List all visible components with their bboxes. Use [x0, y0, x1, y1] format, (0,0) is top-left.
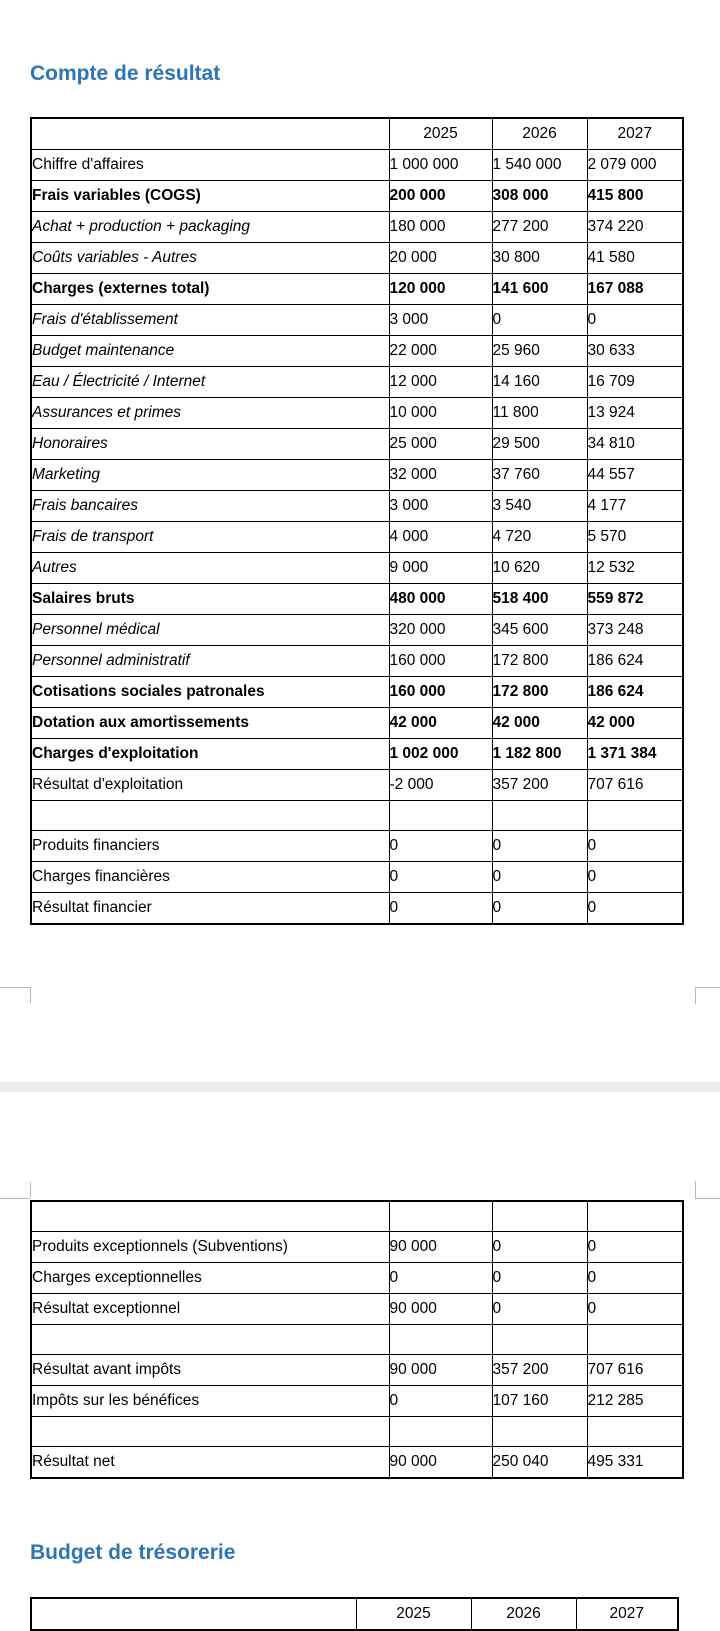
row-label[interactable]: Charges (externes total)	[31, 274, 389, 305]
row-label[interactable]: Autres	[31, 553, 389, 584]
table-row	[31, 398, 683, 429]
cell-value[interactable]: 3 000	[389, 491, 492, 522]
row-label[interactable]: Achat + production + packaging	[31, 212, 389, 243]
treasury-budget-title[interactable]: Budget de trésorerie	[30, 1541, 236, 1564]
cell-value[interactable]: 415 800	[587, 181, 683, 212]
cell-value[interactable]: 10 620	[492, 553, 587, 584]
cell-value[interactable]: 0	[492, 893, 587, 925]
cell-value[interactable]: 167 088	[587, 274, 683, 305]
row-label[interactable]: Marketing	[31, 460, 389, 491]
cell-value[interactable]: 480 000	[389, 584, 492, 615]
cell-value[interactable]: 4 000	[389, 522, 492, 553]
table-row	[31, 708, 683, 739]
cell-value[interactable]	[389, 801, 492, 831]
cell-value[interactable]	[389, 1324, 492, 1354]
cell-value[interactable]: 37 760	[492, 460, 587, 491]
cell-value[interactable]: 1 371 384	[587, 739, 683, 770]
cell-value[interactable]: 4 720	[492, 522, 587, 553]
table-row	[31, 491, 683, 522]
cell-value[interactable]: 707 616	[587, 770, 683, 801]
year-column-header[interactable]: 2027	[587, 118, 683, 150]
cell-value[interactable]: 25 000	[389, 429, 492, 460]
row-label[interactable]: Frais de transport	[31, 522, 389, 553]
cell-value[interactable]: 0	[492, 1293, 587, 1324]
cell-value[interactable]: 373 248	[587, 615, 683, 646]
cell-value[interactable]: 90 000	[389, 1231, 492, 1262]
cell-value[interactable]: 3 000	[389, 305, 492, 336]
row-label[interactable]: Coûts variables - Autres	[31, 243, 389, 274]
row-label[interactable]: Salaires bruts	[31, 584, 389, 615]
row-label[interactable]: Résultat d'exploitation	[31, 770, 389, 801]
table-row	[31, 522, 683, 553]
table-row	[31, 1231, 683, 1262]
header-row	[31, 118, 683, 150]
table-row	[31, 553, 683, 584]
cell-value[interactable]: 0	[389, 831, 492, 862]
table-row	[31, 893, 683, 925]
cell-value[interactable]: 30 800	[492, 243, 587, 274]
cell-value[interactable]: 13 924	[587, 398, 683, 429]
table-row	[31, 150, 683, 181]
cell-value[interactable]: 0	[587, 305, 683, 336]
cell-value[interactable]: 20 000	[389, 243, 492, 274]
page2-top-edge-right	[695, 1198, 720, 1199]
table-row	[31, 460, 683, 491]
row-label[interactable]: Personnel médical	[31, 615, 389, 646]
year-column-header[interactable]: 2026	[471, 1598, 576, 1630]
cell-value[interactable]: 160 000	[389, 646, 492, 677]
page1-bottom-edge-right	[695, 987, 720, 988]
table-row	[31, 243, 683, 274]
cell-value[interactable]: 0	[587, 1293, 683, 1324]
row-label[interactable]: Frais d'établissement	[31, 305, 389, 336]
table-row	[31, 1446, 683, 1478]
cell-value[interactable]	[492, 1416, 587, 1446]
cell-value[interactable]: 707 616	[587, 1354, 683, 1385]
row-label[interactable]: Charges exceptionnelles	[31, 1262, 389, 1293]
empty-spacer-row	[31, 1324, 683, 1354]
table-row	[31, 677, 683, 708]
row-label[interactable]: Produits exceptionnels (Subventions)	[31, 1231, 389, 1262]
row-label[interactable]: Personnel administratif	[31, 646, 389, 677]
cell-value[interactable]: 1 182 800	[492, 739, 587, 770]
cell-value[interactable]: 200 000	[389, 181, 492, 212]
table-row	[31, 770, 683, 801]
cell-value[interactable]: 186 624	[587, 646, 683, 677]
cell-value[interactable]: 25 960	[492, 336, 587, 367]
table-row	[31, 305, 683, 336]
income-statement-title[interactable]: Compte de résultat	[30, 62, 221, 85]
cell-value[interactable]: 250 040	[492, 1446, 587, 1478]
cell-value[interactable]: 2 079 000	[587, 150, 683, 181]
row-label[interactable]: Frais variables (COGS)	[31, 181, 389, 212]
cell-value[interactable]: 90 000	[389, 1354, 492, 1385]
row-label[interactable]: Résultat exceptionnel	[31, 1293, 389, 1324]
cell-value[interactable]: 495 331	[587, 1446, 683, 1478]
cell-value[interactable]: 0	[492, 831, 587, 862]
empty-header-cell[interactable]	[492, 1201, 587, 1231]
table-row	[31, 367, 683, 398]
cell-value[interactable]: 0	[389, 1262, 492, 1293]
year-column-header[interactable]: 2027	[576, 1598, 678, 1630]
row-label[interactable]: Impôts sur les bénéfices	[31, 1385, 389, 1416]
empty-spacer-row	[31, 801, 683, 831]
table-row	[31, 1385, 683, 1416]
row-label[interactable]: Frais bancaires	[31, 491, 389, 522]
cell-value[interactable]: 32 000	[389, 460, 492, 491]
table-row	[31, 831, 683, 862]
page1-bottom-edge-left	[0, 987, 30, 988]
cell-value[interactable]: 277 200	[492, 212, 587, 243]
cell-value[interactable]: 518 400	[492, 584, 587, 615]
cell-value[interactable]: 1 002 000	[389, 739, 492, 770]
cell-value[interactable]: 0	[587, 893, 683, 925]
year-column-header[interactable]: 2025	[389, 118, 492, 150]
cell-value[interactable]: 559 872	[587, 584, 683, 615]
year-column-header[interactable]: 2026	[492, 118, 587, 150]
table-row	[31, 1262, 683, 1293]
table-row	[31, 336, 683, 367]
cell-value[interactable]	[587, 1324, 683, 1354]
row-label[interactable]: Cotisations sociales patronales	[31, 677, 389, 708]
cell-value[interactable]: 29 500	[492, 429, 587, 460]
row-label[interactable]: Eau / Électricité / Internet	[31, 367, 389, 398]
cell-value[interactable]: 308 000	[492, 181, 587, 212]
cell-value[interactable]: 0	[492, 862, 587, 893]
cell-value[interactable]: 9 000	[389, 553, 492, 584]
cell-value[interactable]: 12 532	[587, 553, 683, 584]
table-row	[31, 212, 683, 243]
cell-value[interactable]	[587, 801, 683, 831]
empty-header-cell[interactable]	[587, 1201, 683, 1231]
cell-value[interactable]: 107 160	[492, 1385, 587, 1416]
income-statement-table-continued[interactable]	[30, 1200, 684, 1479]
row-label[interactable]	[31, 1324, 389, 1354]
row-label[interactable]: Chiffre d'affaires	[31, 150, 389, 181]
empty-header-cell[interactable]	[31, 118, 389, 150]
cell-value[interactable]: 345 600	[492, 615, 587, 646]
table-row	[31, 646, 683, 677]
cell-value[interactable]: 30 633	[587, 336, 683, 367]
cell-value[interactable]: 0	[587, 1262, 683, 1293]
empty-header-cell[interactable]	[389, 1201, 492, 1231]
page2-top-corner-left	[30, 1182, 31, 1198]
row-label[interactable]: Assurances et primes	[31, 398, 389, 429]
row-label[interactable]: Honoraires	[31, 429, 389, 460]
cell-value[interactable]: 4 177	[587, 491, 683, 522]
cell-value[interactable]: 172 800	[492, 677, 587, 708]
cell-value[interactable]: 0	[389, 1385, 492, 1416]
empty-header-cell[interactable]	[31, 1201, 389, 1231]
header-row	[31, 1201, 683, 1231]
page2-top-edge-left	[0, 1198, 30, 1199]
row-label[interactable]: Charges financières	[31, 862, 389, 893]
year-column-header[interactable]: 2025	[356, 1598, 471, 1630]
cell-value[interactable]: 0	[587, 862, 683, 893]
cell-value[interactable]: 0	[587, 1231, 683, 1262]
row-label[interactable]	[31, 801, 389, 831]
table-row	[31, 584, 683, 615]
cell-value[interactable]: 1 000 000	[389, 150, 492, 181]
row-label[interactable]: Produits financiers	[31, 831, 389, 862]
table-row	[31, 862, 683, 893]
treasury-budget-table[interactable]	[30, 1597, 679, 1631]
cell-value[interactable]: 44 557	[587, 460, 683, 491]
cell-value[interactable]: 374 220	[587, 212, 683, 243]
cell-value[interactable]: 120 000	[389, 274, 492, 305]
cell-value[interactable]: 0	[389, 862, 492, 893]
cell-value[interactable]: 0	[492, 305, 587, 336]
cell-value[interactable]	[492, 801, 587, 831]
empty-header-cell[interactable]	[31, 1598, 356, 1630]
cell-value[interactable]: 14 160	[492, 367, 587, 398]
cell-value[interactable]: 357 200	[492, 1354, 587, 1385]
page2-top-corner-right	[695, 1181, 696, 1198]
cell-value[interactable]: 0	[587, 831, 683, 862]
page1-bottom-corner-right	[695, 987, 696, 1004]
cell-value[interactable]: 0	[492, 1262, 587, 1293]
row-label[interactable]	[31, 1416, 389, 1446]
cell-value[interactable]: 90 000	[389, 1446, 492, 1478]
table-row	[31, 274, 683, 305]
cell-value[interactable]: 172 800	[492, 646, 587, 677]
cell-value[interactable]: 42 000	[389, 708, 492, 739]
cell-value[interactable]: 3 540	[492, 491, 587, 522]
table-row	[31, 1293, 683, 1324]
cell-value[interactable]	[389, 1416, 492, 1446]
cell-value[interactable]: 11 800	[492, 398, 587, 429]
table-row	[31, 739, 683, 770]
cell-value[interactable]: 141 600	[492, 274, 587, 305]
row-label[interactable]: Dotation aux amortissements	[31, 708, 389, 739]
row-label[interactable]: Résultat net	[31, 1446, 389, 1478]
cell-value[interactable]: 41 580	[587, 243, 683, 274]
header-row	[31, 1598, 678, 1630]
cell-value[interactable]: 180 000	[389, 212, 492, 243]
table-row	[31, 615, 683, 646]
cell-value[interactable]: 22 000	[389, 336, 492, 367]
cell-value[interactable]	[587, 1416, 683, 1446]
cell-value[interactable]: 186 624	[587, 677, 683, 708]
cell-value[interactable]: 10 000	[389, 398, 492, 429]
cell-value[interactable]	[492, 1324, 587, 1354]
table-row	[31, 429, 683, 460]
row-label[interactable]: Résultat avant impôts	[31, 1354, 389, 1385]
cell-value[interactable]: 34 810	[587, 429, 683, 460]
row-label[interactable]: Résultat financier	[31, 893, 389, 925]
cell-value[interactable]: 12 000	[389, 367, 492, 398]
cell-value[interactable]: 1 540 000	[492, 150, 587, 181]
cell-value[interactable]: 42 000	[587, 708, 683, 739]
cell-value[interactable]: 212 285	[587, 1385, 683, 1416]
table-row	[31, 181, 683, 212]
table-row	[31, 1354, 683, 1385]
row-label[interactable]: Budget maintenance	[31, 336, 389, 367]
cell-value[interactable]: 42 000	[492, 708, 587, 739]
cell-value[interactable]: 0	[492, 1231, 587, 1262]
cell-value[interactable]: 357 200	[492, 770, 587, 801]
cell-value[interactable]: 16 709	[587, 367, 683, 398]
page-gap-band	[0, 1082, 720, 1092]
income-statement-table[interactable]	[30, 117, 684, 925]
cell-value[interactable]: 90 000	[389, 1293, 492, 1324]
cell-value[interactable]: 0	[389, 893, 492, 925]
empty-spacer-row	[31, 1416, 683, 1446]
cell-value[interactable]: 5 570	[587, 522, 683, 553]
cell-value[interactable]: -2 000	[389, 770, 492, 801]
cell-value[interactable]: 320 000	[389, 615, 492, 646]
page1-bottom-corner-left	[30, 987, 31, 1003]
cell-value[interactable]: 160 000	[389, 677, 492, 708]
row-label[interactable]: Charges d'exploitation	[31, 739, 389, 770]
